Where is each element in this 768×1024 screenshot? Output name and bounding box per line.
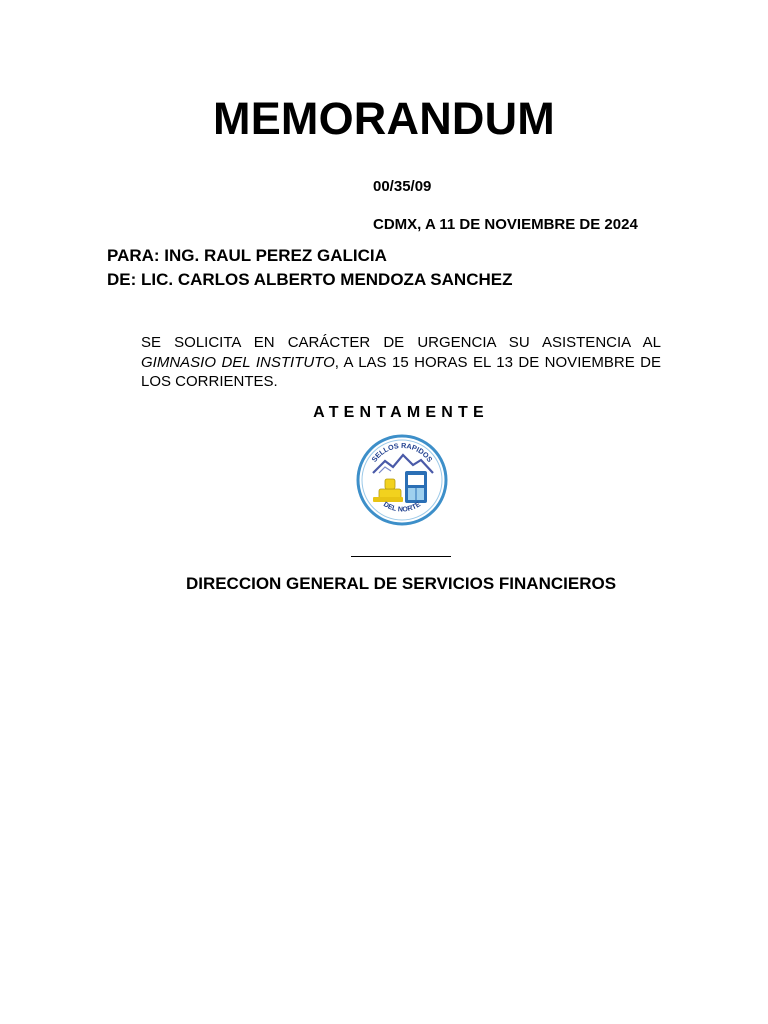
place-date: CDMX, A 11 DE NOVIEMBRE DE 2024 — [373, 216, 638, 233]
memo-body — [141, 333, 661, 392]
closing-salutation: ATENTAMENTE — [313, 404, 489, 421]
body-text-part1: SE SOLICITA EN CARÁCTER DE URGENCIA SU ASISTENCIA AL — [141, 334, 661, 351]
body-text-emphasis: GIMNASIO DEL INSTITUTO — [141, 353, 335, 371]
sender-line: DE: LIC. CARLOS ALBERTO MENDOZA SANCHEZ — [107, 270, 513, 289]
company-seal-icon — [355, 433, 449, 527]
body-text-part2: , A LAS 15 HORAS EL 13 DE NOVIEMBRE DE LOS CORRIENTES. — [141, 353, 662, 390]
reference-number: 00/35/09 — [373, 178, 432, 195]
department-name: DIRECCION GENERAL DE SERVICIOS FINANCIEROS — [185, 574, 617, 593]
seal-text-bottom: DEL NORTE — [381, 501, 423, 514]
memo-title: MEMORANDUM — [213, 93, 555, 144]
signature-line — [351, 556, 451, 557]
seal-text-top: SELLOS RAPIDOS — [369, 440, 435, 464]
recipient-line: PARA: ING. RAUL PEREZ GALICIA — [107, 246, 387, 265]
